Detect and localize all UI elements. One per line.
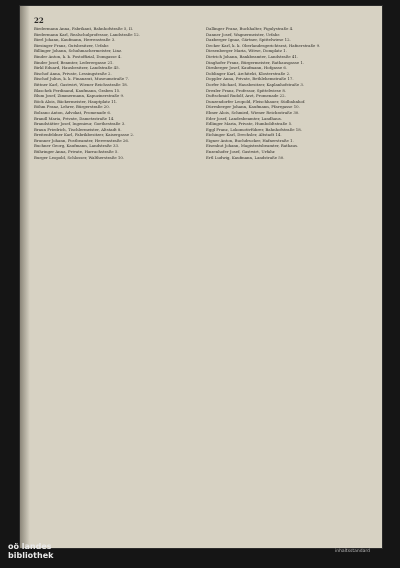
library-logo[interactable] — [8, 542, 53, 560]
logo-line-1: oö landes — [8, 542, 52, 551]
directory-entry: Duftschmid Rudolf, Arzt, Promenade 22. — [206, 93, 286, 99]
directory-entry: Bittner Karl, Gastwirt, Wiener Reichsstraße 18. — [34, 81, 129, 87]
directory-entry: Brandstätter Josef, Ingenieur, Goethestraße 3. — [34, 121, 126, 127]
directory-entry: Danner Josef, Wagnermeister, Urfahr. — [206, 31, 281, 37]
directory-entry: Bischof Anna, Private, Lessingstraße 2. — [34, 70, 112, 76]
page-binding-shadow — [20, 6, 30, 548]
directory-entry: Breitenfeldner Karl, Fabrikbesitzer, Kaisergasse 2. — [34, 132, 135, 138]
directory-entry: Decker Karl, k. k. Oberlandesgerichtsrat, Hafnerstraße 9. — [206, 42, 321, 48]
page-number: 22 — [34, 16, 44, 25]
directory-entry: Bierl Johann, Kaufmann, Herrenstraße 3. — [34, 37, 116, 43]
directory-entry: Diesenberger Maria, Witwe, Domplatz 1. — [206, 48, 287, 54]
directory-entry: Dorfer Michael, Hausbesitzer, Kaplanhofstraße 3. — [206, 81, 305, 87]
directory-entry: Dunzendorfer Leopold, Fleischhauer, Südbahnhof. — [206, 98, 306, 104]
directory-entry: Dirnberger Josef, Kaufmann, Hofgasse 6. — [206, 65, 288, 71]
directory-entry: Drexler Franz, Professor, Spittelwiese 8. — [206, 87, 287, 93]
directory-entry: Bischof Julius, k. k. Finanzrat, Museumstraße 7. — [34, 76, 130, 82]
viewer-credit[interactable]: inhaltsstandard — [334, 549, 370, 554]
directory-entry: Brandl Maria, Private, Dametzstraße 14. — [34, 115, 115, 121]
directory-entry: Burger Leopold, Schlosser, Waltherstraße 10. — [34, 154, 125, 160]
directory-entry: Biesinger Franz, Gutsbesitzer, Urfahr. — [34, 42, 110, 48]
directory-entry: Dietrich Johann, Bankbeamter, Landstraße 41. — [206, 53, 299, 59]
directory-entry: Doblinger Karl, Architekt, Klosterstraße 2. — [206, 70, 291, 76]
directory-entry: Eigner Anton, Buchdrucker, Hafnerstraße 1. — [206, 137, 294, 143]
directory-entry: Doppler Anna, Private, Bethlehemstraße 17. — [206, 76, 294, 82]
directory-entry: Biedermann Anna, Fabrikant, Bahnhofstraße 5, II. — [34, 26, 134, 31]
directory-column-left — [34, 26, 200, 160]
directory-entry: Böck Alois, Bäckermeister, Hauptplatz 11. — [34, 98, 118, 104]
directory-entry: Brunner Johann, Postbeamter, Herrenstraße 26. — [34, 137, 130, 143]
directory-entry: Dallinger Franz, Buchhalter, Figulystraße 4. — [206, 26, 294, 31]
directory-entry: Eder Josef, Landesbeamter, Landhaus. — [206, 115, 282, 121]
directory-entry: Biedermann Karl, Realschulprofessor, Landstraße 12. — [34, 31, 140, 37]
directory-entry: Braun Friedrich, Tischlermeister, Altstadt 8. — [34, 126, 122, 132]
directory-entry: Dürrnberger Johann, Kaufmann, Pfarrgasse 10. — [206, 104, 300, 110]
directory-entry: Böhm Franz, Lehrer, Bürgerstraße 20. — [34, 104, 110, 110]
directory-entry: Bolzano Anton, Advokat, Promenade 6. — [34, 109, 112, 115]
book-page — [20, 6, 382, 548]
directory-entry: Edlinger Maria, Private, Humboldtstraße 5. — [206, 121, 293, 127]
directory-entry: Blum Josef, Zimmermann, Kapuzinerstraße 9. — [34, 93, 125, 99]
directory-entry: Eisenhut Johann, Magistratsbeamter, Rathaus. — [206, 143, 299, 149]
directory-entry: Enzenhofer Josef, Gastwirt, Urfahr. — [206, 149, 276, 155]
directory-entry: Buchner Georg, Kaufmann, Landstraße 33. — [34, 143, 120, 149]
directory-entry: Bühringer Anna, Private, Harrachstraße 5. — [34, 149, 119, 155]
directory-entry: Ertl Ludwig, Kaufmann, Landstraße 50. — [206, 154, 285, 160]
directory-entry: Binder Anton, k. k. Postoffizial, Domgasse 4. — [34, 53, 122, 59]
viewer-footer — [0, 542, 400, 568]
logo-line-2: bibliothek — [8, 551, 54, 560]
directory-entry: Birkl Eduard, Hausbesitzer, Landstraße 45. — [34, 65, 120, 71]
directory-entry: Daxberger Ignaz, Gärtner, Spittelwiese 12. — [206, 37, 291, 43]
directory-entry: Billinger Johann, Schuhmachermeister, Linz. — [34, 48, 123, 54]
directory-entry: Eggl Franz, Lokomotivführer, Bahnhofstraße 18. — [206, 126, 302, 132]
directory-entry: Ebner Alois, Schmied, Wiener Reichsstraße 30. — [206, 109, 300, 115]
directory-entry: Dinghofer Franz, Bürgermeister, Rathausgasse 1. — [206, 59, 305, 65]
directory-entry: Blaschek Ferdinand, Kaufmann, Graben 15. — [34, 87, 121, 93]
directory-entry: Binder Josef, Beamter, Lederergasse 21. — [34, 59, 114, 65]
directory-entry: Eichinger Karl, Drechsler, Altstadt 14. — [206, 132, 282, 138]
directory-column-right — [206, 26, 372, 160]
